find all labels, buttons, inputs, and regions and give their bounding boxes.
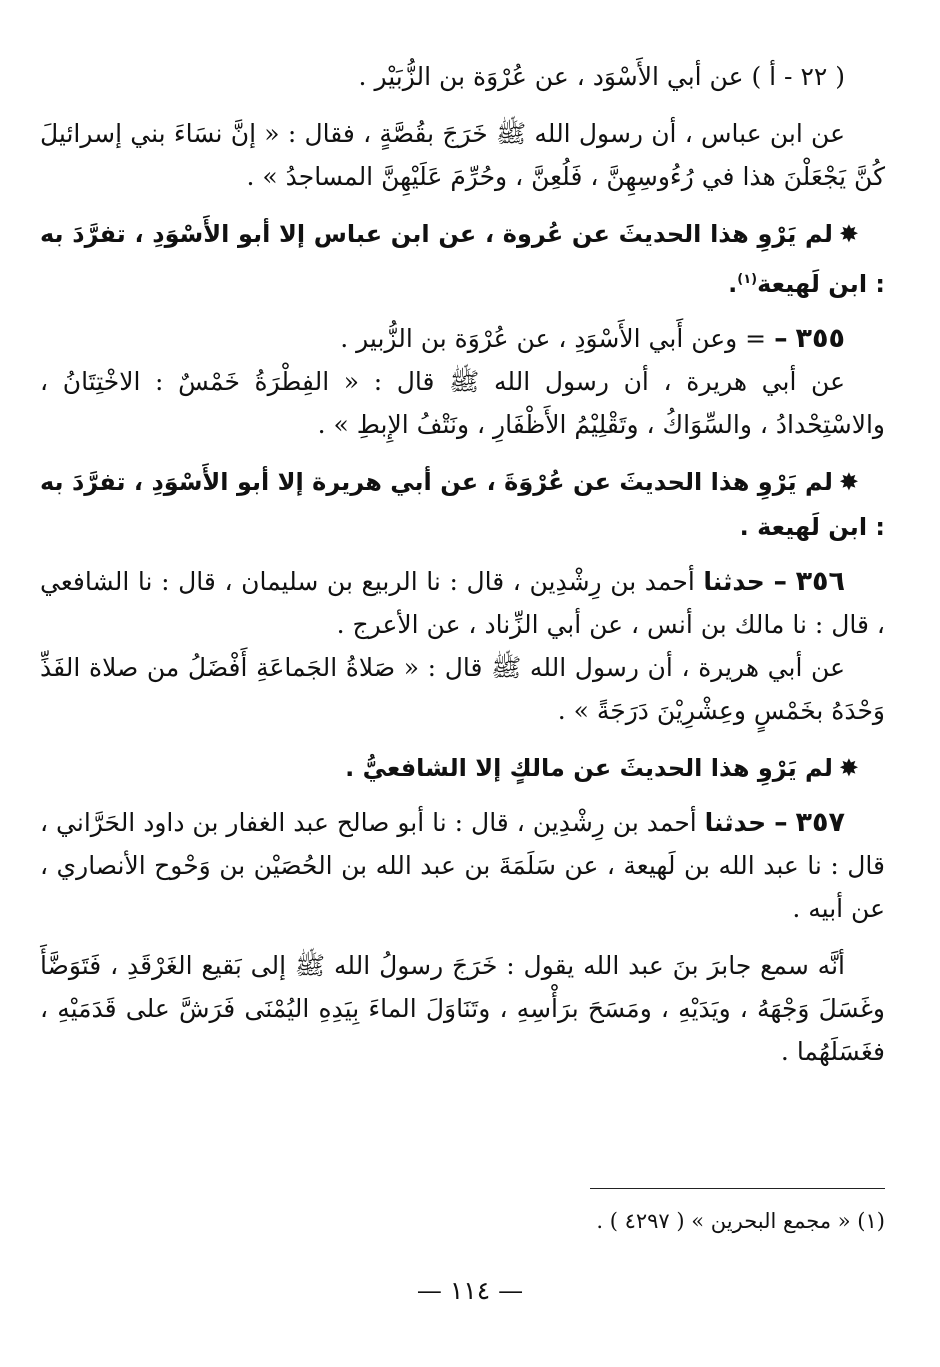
note-star-icon: ✸: [838, 754, 859, 782]
footnote-ref: (١): [737, 272, 758, 287]
hadith-355-text: عن أبي هريرة ، أن رسول الله ﷺ قال : « الفِطْرَةُ خَمْسٌ : الاخْتِتَانُ ، والاسْتِحْدادُ ، والسِّوَاكُ ، وتَقْلِيْمُ الأَظْفَارِ ، ونَتْفُ الإِبطِ » .: [40, 367, 885, 439]
hadith-356-chain: أحمد بن رِشْدِين ، قال : نا الربيع بن سليمان ، قال : نا الشافعي ، قال : نا مالك بن أنس ، عن أبي الزِّناد ، عن الأعرج .: [40, 567, 885, 639]
page-body: [40, 55, 885, 1073]
hadith-356-text: عن أبي هريرة ، أن رسول الله ﷺ قال : « صَلاةُ الجَماعَةِ أَفْضَلُ من صلاة الفَذِّ وَحْدَهُ بخَمْسٍ وعِشْرِيْنَ دَرَجَةً » .: [40, 653, 885, 725]
hadith-357-lead: حدثنا: [704, 808, 767, 837]
hadith-22a-heading: ( ٢٢ - أ ) عن أبي الأَسْوَد ، عن عُرْوَة بن الزُّبَيْر .: [358, 62, 845, 91]
hadith-356-lead: حدثنا: [703, 567, 765, 596]
hadith-355-dash: –: [774, 323, 788, 354]
hadith-355-note-text: لم يَرْوِ هذا الحديثَ عن عُرْوَةَ ، عن أبي هريرة إلا أبو الأَسْوَدِ ، تفرَّدَ به : ابن لَهيعة .: [40, 468, 885, 541]
hadith-356-heading: [40, 560, 885, 646]
hadith-356-dash: –: [773, 566, 787, 597]
hadith-22a-note-text: لم يَرْوِ هذا الحديثَ عن عُروة ، عن ابن عباس إلا أبو الأَسْوَدِ ، تفرَّدَ به : ابن لَهيعة: [40, 220, 885, 298]
footnote: (١) « مجمع البحرين » ( ٤٢٩٧ ) .: [596, 1209, 885, 1233]
hadith-357-chain: أحمد بن رِشْدِين ، قال : نا أبو صالح عبد الغفار بن داود الحَرَّاني ، قال : نا عبد الله بن لَهيعة ، عن سَلَمَةَ بن عبد الله بن الحُصَيْن بن وَحْوح الأنصاري ، عن أبيه .: [40, 808, 885, 923]
hadith-22a-note: ✸لم يَرْوِ هذا الحديثَ عن عُروة ، عن ابن عباس إلا أبو الأَسْوَدِ ، تفرَّدَ به : ابن لَهيعة$^{(١)}$.: [40, 220, 885, 298]
hadith-number-357: ٣٥٧: [795, 807, 845, 838]
hadith-355-chain: = وعن أَبي الأَسْوَدِ ، عن عُرْوَة بن الزُّبير .: [340, 324, 767, 353]
hadith-357-dash: –: [774, 807, 788, 838]
hadith-356-note-text: لم يَرْوِ هذا الحديثَ عن مالكٍ إلا الشافعيُّ .: [345, 754, 833, 782]
page-number: — ١١٤ —: [416, 1276, 524, 1305]
note-star-icon: ✸: [838, 220, 859, 248]
hadith-356-note: [40, 746, 885, 791]
footnote-divider: [590, 1188, 885, 1189]
hadith-355-note: [40, 460, 885, 550]
hadith-22a-text: عن ابن عباس ، أن رسول الله ﷺ خَرَجَ بقُصَّةٍ ، فقال : « إنَّ نسَاءَ بني إسرائيلَ كُنَّ يَجْعَلْنَ هذا في رُءُوسِهِنَّ ، فَلُعِنَّ ، وحُرِّمَ عَلَيْهِنَّ المساجدُ » .: [40, 119, 885, 191]
hadith-number-356: ٣٥٦: [795, 566, 846, 597]
hadith-number-355: ٣٥٥: [795, 323, 845, 354]
note-star-icon: ✸: [838, 468, 859, 496]
hadith-357-text: أنَّه سمع جابرَ بنَ عبد الله يقول : خَرَجَ رسولُ الله ﷺ إلى بَقيع الغَرْقَدِ ، فَتَوَضَّأَ وغَسَلَ وَجْهَهُ ، ويَدَيْهِ ، ومَسَحَ برَأْسِهِ ، وتَنَاوَلَ الماءَ بِيَدِهِ اليُمْنَى فَرَشَّ على قَدَمَيْهِ ، فغَسَلَهُما .: [40, 951, 885, 1066]
hadith-357-heading: [40, 801, 885, 930]
hadith-355-heading: [40, 317, 885, 360]
